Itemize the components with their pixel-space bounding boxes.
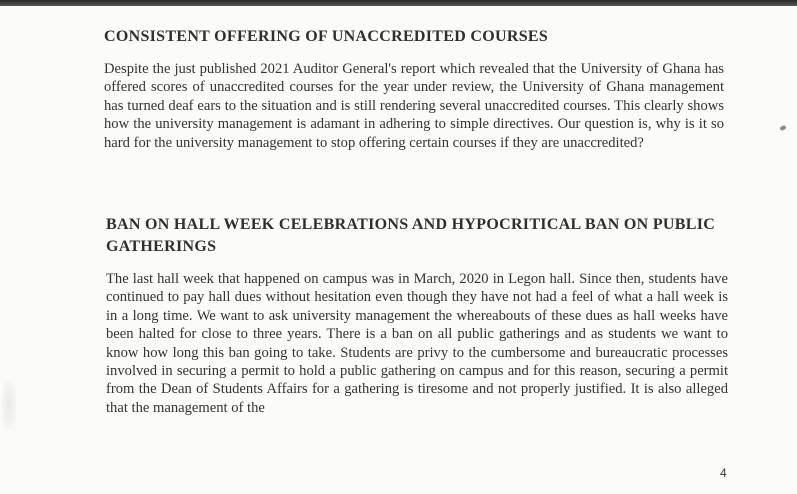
top-edge-bar [0,0,797,6]
scan-speck [779,125,786,131]
page-number: 4 [720,466,727,480]
section-paragraph-hall-week-ban: The last hall week that happened on campus was in March, 2020 in Legon hall. Since then, students have continued to pay hall dues without hesitation even though they have not had a feel of what a hall week is in a long time. We want to ask university management the whereabouts of these dues as hall weeks have been halted for close to three years. There is a ban on all public gatherings and as students we want to know how long this ban going to take. Students are privy to the cumbersome and bureaucratic processes involved in securing a permit to hold a public gathering on campus and for this reason, securing a permit from the Dean of Students Affairs for a gathering is tiresome and not properly justified. It is also alleged that the management of the [106,271,728,416]
section-heading-unaccredited-courses: CONSISTENT OFFERING OF UNACCREDITED COURSES [104,28,549,45]
section-paragraph-unaccredited-courses: Despite the just published 2021 Auditor General's report which revealed that the University of Ghana has offered scores of unaccredited courses for the year under review, the University of Ghana management has turned deaf ears to the situation and is still rendering several unaccredited courses. This clearly shows how the university management is adamant in adhering to simple directives. Our question is, why is it so hard for the university management to stop offering certain courses if they are unaccredited? [104,61,724,151]
scan-smudge [2,380,16,430]
section-heading-hall-week-ban: BAN ON HALL WEEK CELEBRATIONS AND HYPOCRITICAL BAN ON PUBLIC GATHERINGS [106,216,716,255]
